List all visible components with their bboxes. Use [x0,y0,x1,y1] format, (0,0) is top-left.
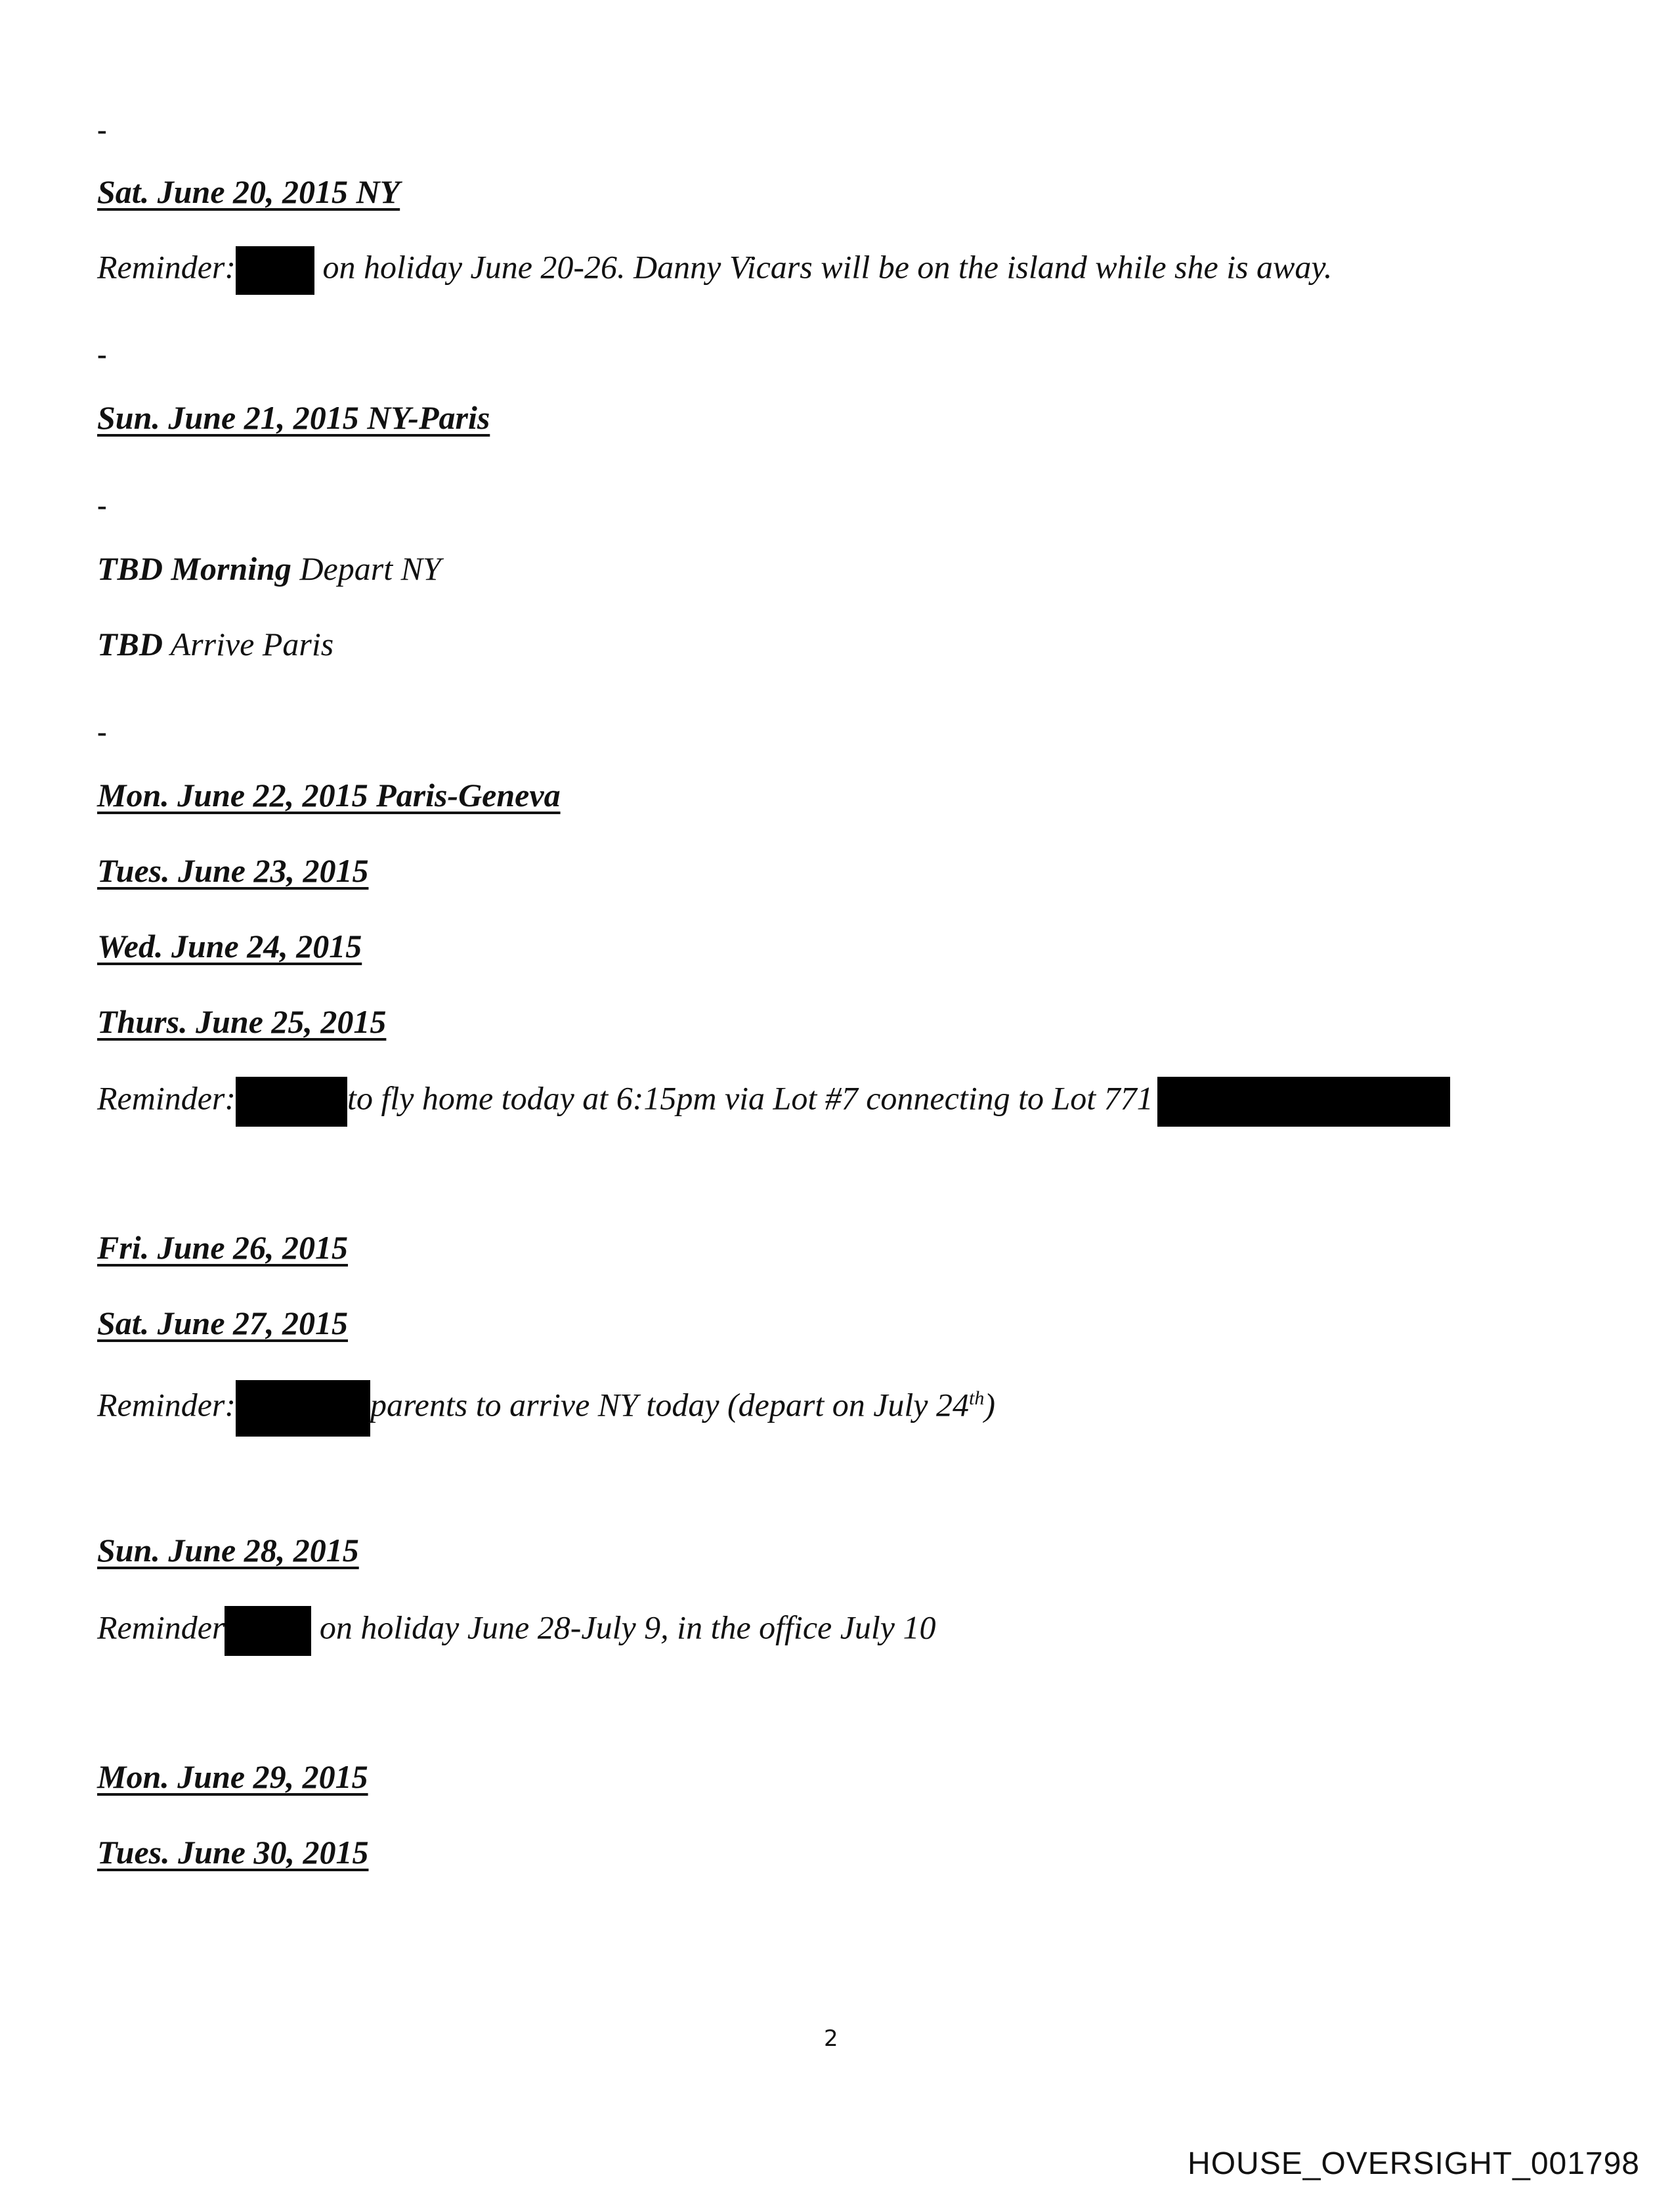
reminder-line [97,246,1332,295]
separator-dash: - [97,489,107,521]
itinerary-text: Depart NY [299,550,441,587]
date-heading-sun-june-21: Sun. June 21, 2015 NY-Paris [97,399,490,436]
date-heading-wed-june-24: Wed. June 24, 2015 [97,928,362,965]
date-heading-tue-june-23: Tues. June 23, 2015 [97,852,369,889]
reminder-text: to fly home today at 6:15pm via Lot #7 connecting to Lot 771 [347,1079,1153,1117]
separator-dash: - [97,716,107,748]
superscript-ordinal: th [969,1387,985,1409]
date-heading-sun-june-28: Sun. June 28, 2015 [97,1532,359,1569]
page-number: 2 [824,2026,838,2052]
bates-number: HOUSE_OVERSIGHT_001798 [1188,2146,1640,2181]
reminder-text: parents to arrive NY today (depart on July 24 [370,1386,969,1423]
redaction-block [236,1077,347,1127]
redaction-block [236,246,314,295]
reminder-prefix: Reminder: [97,248,236,286]
reminder-line [97,1606,936,1656]
separator-dash: - [97,338,107,370]
date-heading-sat-june-27: Sat. June 27, 2015 [97,1305,349,1341]
reminder-suffix: ) [984,1386,995,1423]
reminder-prefix: Reminder [97,1609,225,1646]
reminder-text: on holiday June 28-July 9, in the office July 10 [319,1609,936,1646]
reminder-text: on holiday June 20-26. Danny Vicars will be on the island while she is away. [322,248,1333,286]
redaction-block [1157,1077,1450,1127]
date-heading-sat-june-20: Sat. June 20, 2015 NY [97,173,400,210]
itinerary-time: TBD [97,626,163,662]
date-heading-mon-june-29: Mon. June 29, 2015 [97,1758,368,1795]
itinerary-time: TBD Morning [97,550,291,587]
date-heading-tue-june-30: Tues. June 30, 2015 [97,1834,369,1871]
reminder-prefix: Reminder: [97,1079,236,1117]
date-heading-thu-june-25: Thurs. June 25, 2015 [97,1003,387,1040]
reminder-prefix: Reminder: [97,1386,236,1423]
reminder-line [97,1379,995,1437]
date-heading-fri-june-26: Fri. June 26, 2015 [97,1229,349,1266]
date-heading-mon-june-22: Mon. June 22, 2015 Paris-Geneva [97,777,561,813]
separator-dash: - [97,114,107,146]
redaction-block [236,1380,370,1437]
itinerary-text: Arrive Paris [170,626,334,662]
itinerary-depart [97,549,441,588]
itinerary-arrive [97,624,333,664]
redaction-block [225,1606,311,1656]
reminder-line [97,1077,1450,1127]
